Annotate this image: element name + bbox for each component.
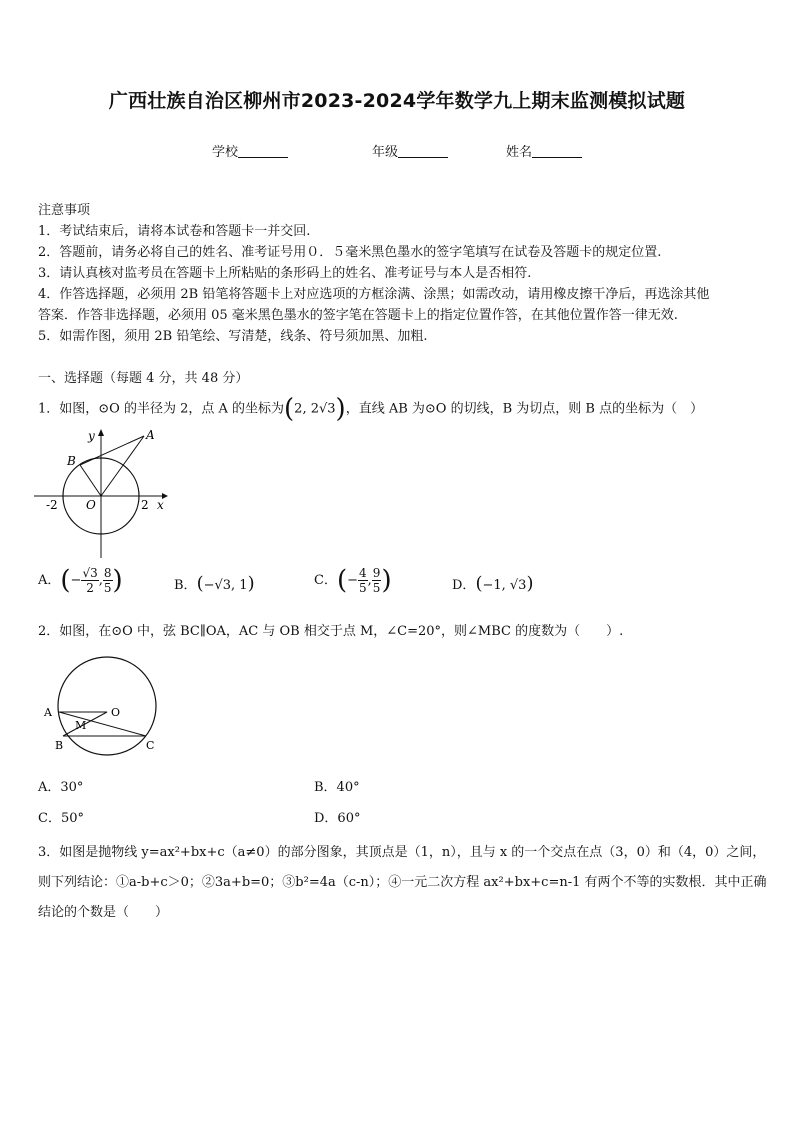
page-title: 广西壮族自治区柳州市2023-2024学年数学九上期末监测模拟试题 <box>108 90 686 112</box>
q1-option-b: B．(−√3, 1) <box>174 573 255 594</box>
question-2: 2．如图，在⊙O 中，弦 BC∥OA，AC 与 OB 相交于点 M，∠C=20°，则∠MBC 的度数为（ ）. <box>38 624 624 639</box>
grade-label: 年级 <box>372 145 399 160</box>
question-3-line3: 结论的个数是（ ） <box>38 905 169 920</box>
label-a: A <box>146 428 155 442</box>
school-field <box>212 141 288 160</box>
option-c-den2: 5 <box>372 581 381 595</box>
name-label: 姓名 <box>506 145 533 160</box>
q1-option-a: A．(− $\frac{√3}{2}$ , $\frac{8}{5}$ ) <box>38 565 123 596</box>
question-3-line2: 则下列结论：①a-b+c＞0；②3a+b=0；③b²=4a（c-n）；④一元二次方程 ax²+bx+c=n-1 有两个不等的实数根．其中正确 <box>38 875 767 890</box>
grade-blank <box>398 144 448 158</box>
label-pos2: 2 <box>141 498 149 512</box>
q2-option-c: C．50° <box>38 811 84 826</box>
option-c-den1: 5 <box>359 581 367 595</box>
option-c-num1: 4 <box>359 566 367 580</box>
q2-figure <box>40 650 164 758</box>
q1-figure <box>34 424 174 558</box>
name-blank <box>532 144 582 158</box>
option-a-num1: √3 <box>82 566 98 580</box>
y-axis-arrow <box>98 429 104 436</box>
label-x: x <box>157 498 164 512</box>
school-label: 学校 <box>212 145 239 160</box>
option-c-letter: C． <box>314 573 337 588</box>
label-b: B <box>55 739 64 752</box>
segment-ac <box>59 712 146 736</box>
option-d-value: −1, √3 <box>482 578 527 593</box>
option-a-num2: 8 <box>103 566 112 580</box>
notice-item: 1．考试结束后，请将本试卷和答题卡一并交回. <box>38 224 311 239</box>
option-a-den2: 5 <box>103 581 112 595</box>
section-heading: 一、选择题（每题 4 分，共 48 分） <box>38 371 249 386</box>
label-m: M <box>75 719 87 732</box>
circle-o <box>58 657 156 755</box>
notice-item: 答案．作答非选择题，必须用 05 毫米黑色墨水的签字笔在答题卡上的指定位置作答，在其他位置作答一律无效. <box>38 308 678 323</box>
option-b-value: −√3, 1 <box>203 578 248 593</box>
option-a-den1: 2 <box>86 581 94 595</box>
label-a: A <box>44 706 52 719</box>
label-o: O <box>86 498 96 512</box>
grade-field <box>372 141 448 160</box>
label-neg2: -2 <box>46 498 58 512</box>
option-c-num2: 9 <box>372 566 381 580</box>
q1-option-d: D．(−1, √3) <box>452 573 534 594</box>
notice-item: 2．答题前，请务必将自己的姓名、准考证号用０．５毫米黑色墨水的签字笔填写在试卷及答题卡的规定位置. <box>38 245 662 260</box>
q2-option-d: D．60° <box>314 811 361 826</box>
label-o: O <box>111 706 121 719</box>
notice-item: 4．作答选择题，必须用 2B 铅笔将答题卡上对应选项的方框涂满、涂黑；如需改动，请用橡皮擦干净后，再选涂其他 <box>38 287 710 302</box>
q1-coordinate: 2, 2√3 <box>294 401 336 417</box>
notice-item: 5．如需作图，须用 2B 铅笔绘、写清楚，线条、符号须加黑、加粗. <box>38 329 428 344</box>
label-c: C <box>146 739 155 752</box>
q1-option-c: C．(− $\frac{4}{5}$ , $\frac{9}{5}$ ) <box>314 565 392 596</box>
q1-text-b: ，直线 AB 为⊙O 的切线，B 为切点，则 B 点的坐标为（ ） <box>345 401 704 417</box>
option-b-letter: B． <box>174 578 197 593</box>
question-1: 1．如图，⊙O 的半径为 2，点 A 的坐标为(2, 2√3)，直线 AB 为⊙O 的切线，B 为切点，则 B 点的坐标为（ ） <box>38 394 704 424</box>
q2-option-a: A．30° <box>38 780 84 795</box>
label-y: y <box>88 429 95 443</box>
label-b: B <box>67 454 76 468</box>
option-a-letter: A． <box>38 573 61 588</box>
notice-heading: 注意事项 <box>38 203 91 218</box>
option-d-letter: D． <box>452 578 476 593</box>
school-blank <box>238 144 288 158</box>
q1-text-a: 1．如图，⊙O 的半径为 2，点 A 的坐标为 <box>38 401 285 417</box>
question-3-line1: 3．如图是抛物线 y=ax²+bx+c（a≠0）的部分图象，其顶点是（1，n），且与 x 的一个交点在点（3，0）和（4，0）之间， <box>38 845 766 860</box>
notice-item: 3．请认真核对监考员在答题卡上所粘贴的条形码上的姓名、准考证号与本人是否相符. <box>38 266 532 281</box>
q2-option-b: B．40° <box>314 780 360 795</box>
segment-ob <box>80 465 101 496</box>
name-field <box>506 141 582 160</box>
